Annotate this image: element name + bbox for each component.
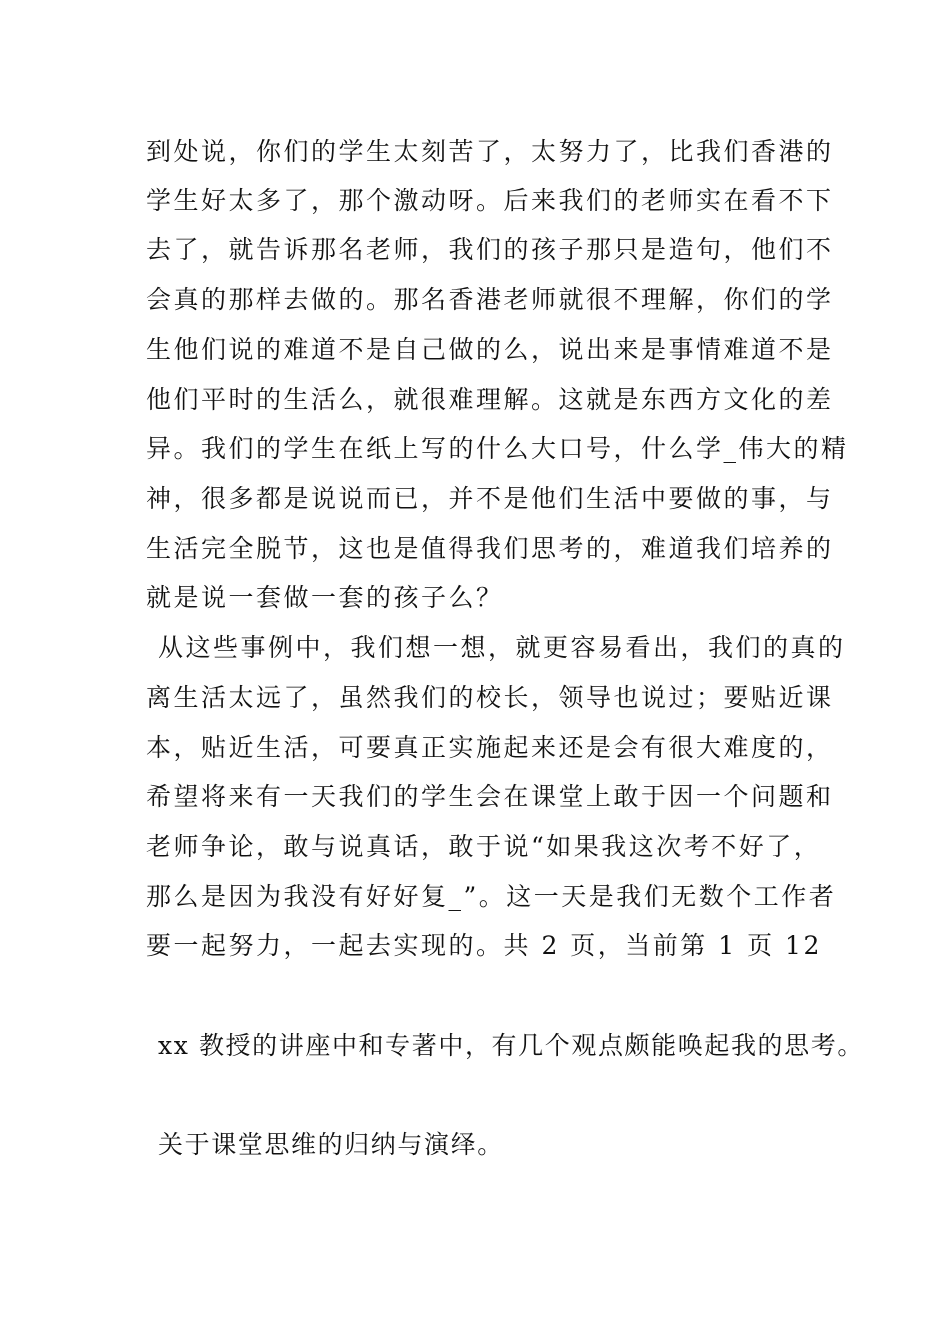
text-line: 老师争论，敢与说真话，敢于说“如果我这次考不好了，: [146, 832, 822, 861]
paragraph-first-line: 从这些事例中，我们想一想，就更容易看出，我们的真的: [158, 633, 846, 662]
paragraph-line: xx 教授的讲座中和专著中，有几个观点颇能唤起我的思考。: [158, 1031, 864, 1060]
text-line: 学生好太多了，那个激动呀。后来我们的老师实在看不下: [146, 186, 834, 215]
text-line: 那么是因为我没有好好复_”。这一天是我们无数个工作者: [146, 882, 837, 911]
text-line: 他们平时的生活么，就很难理解。这就是东西方文化的差: [146, 385, 834, 414]
text-line: 生活完全脱节，这也是值得我们思考的，难道我们培养的: [146, 534, 834, 563]
text-line: 神，很多都是说说而已，并不是他们生活中要做的事，与: [146, 484, 834, 513]
text-line: 会真的那样去做的。那名香港老师就很不理解，你们的学: [146, 285, 834, 314]
paragraph-line: 关于课堂思维的归纳与演绎。: [158, 1130, 504, 1159]
text-line: 要一起努力，一起去实现的。共 2 页，当前第 1 页 12: [146, 931, 822, 960]
text-line: 生他们说的难道不是自己做的么，说出来是事情难道不是: [146, 335, 834, 364]
text-line: 希望将来有一天我们的学生会在课堂上敢于因一个问题和: [146, 782, 834, 811]
text-line: 就是说一套做一套的孩子么？: [146, 583, 504, 612]
text-line: 本，贴近生活，可要真正实施起来还是会有很大难度的，: [146, 733, 834, 762]
text-line: 离生活太远了，虽然我们的校长，领导也说过；要贴近课: [146, 683, 834, 712]
text-line: 去了，就告诉那名老师，我们的孩子那只是造句，他们不: [146, 235, 834, 264]
text-line: 异。我们的学生在纸上写的什么大口号，什么学_伟大的精: [146, 434, 849, 463]
text-line: 到处说，你们的学生太刻苦了，太努力了，比我们香港的: [146, 137, 834, 166]
